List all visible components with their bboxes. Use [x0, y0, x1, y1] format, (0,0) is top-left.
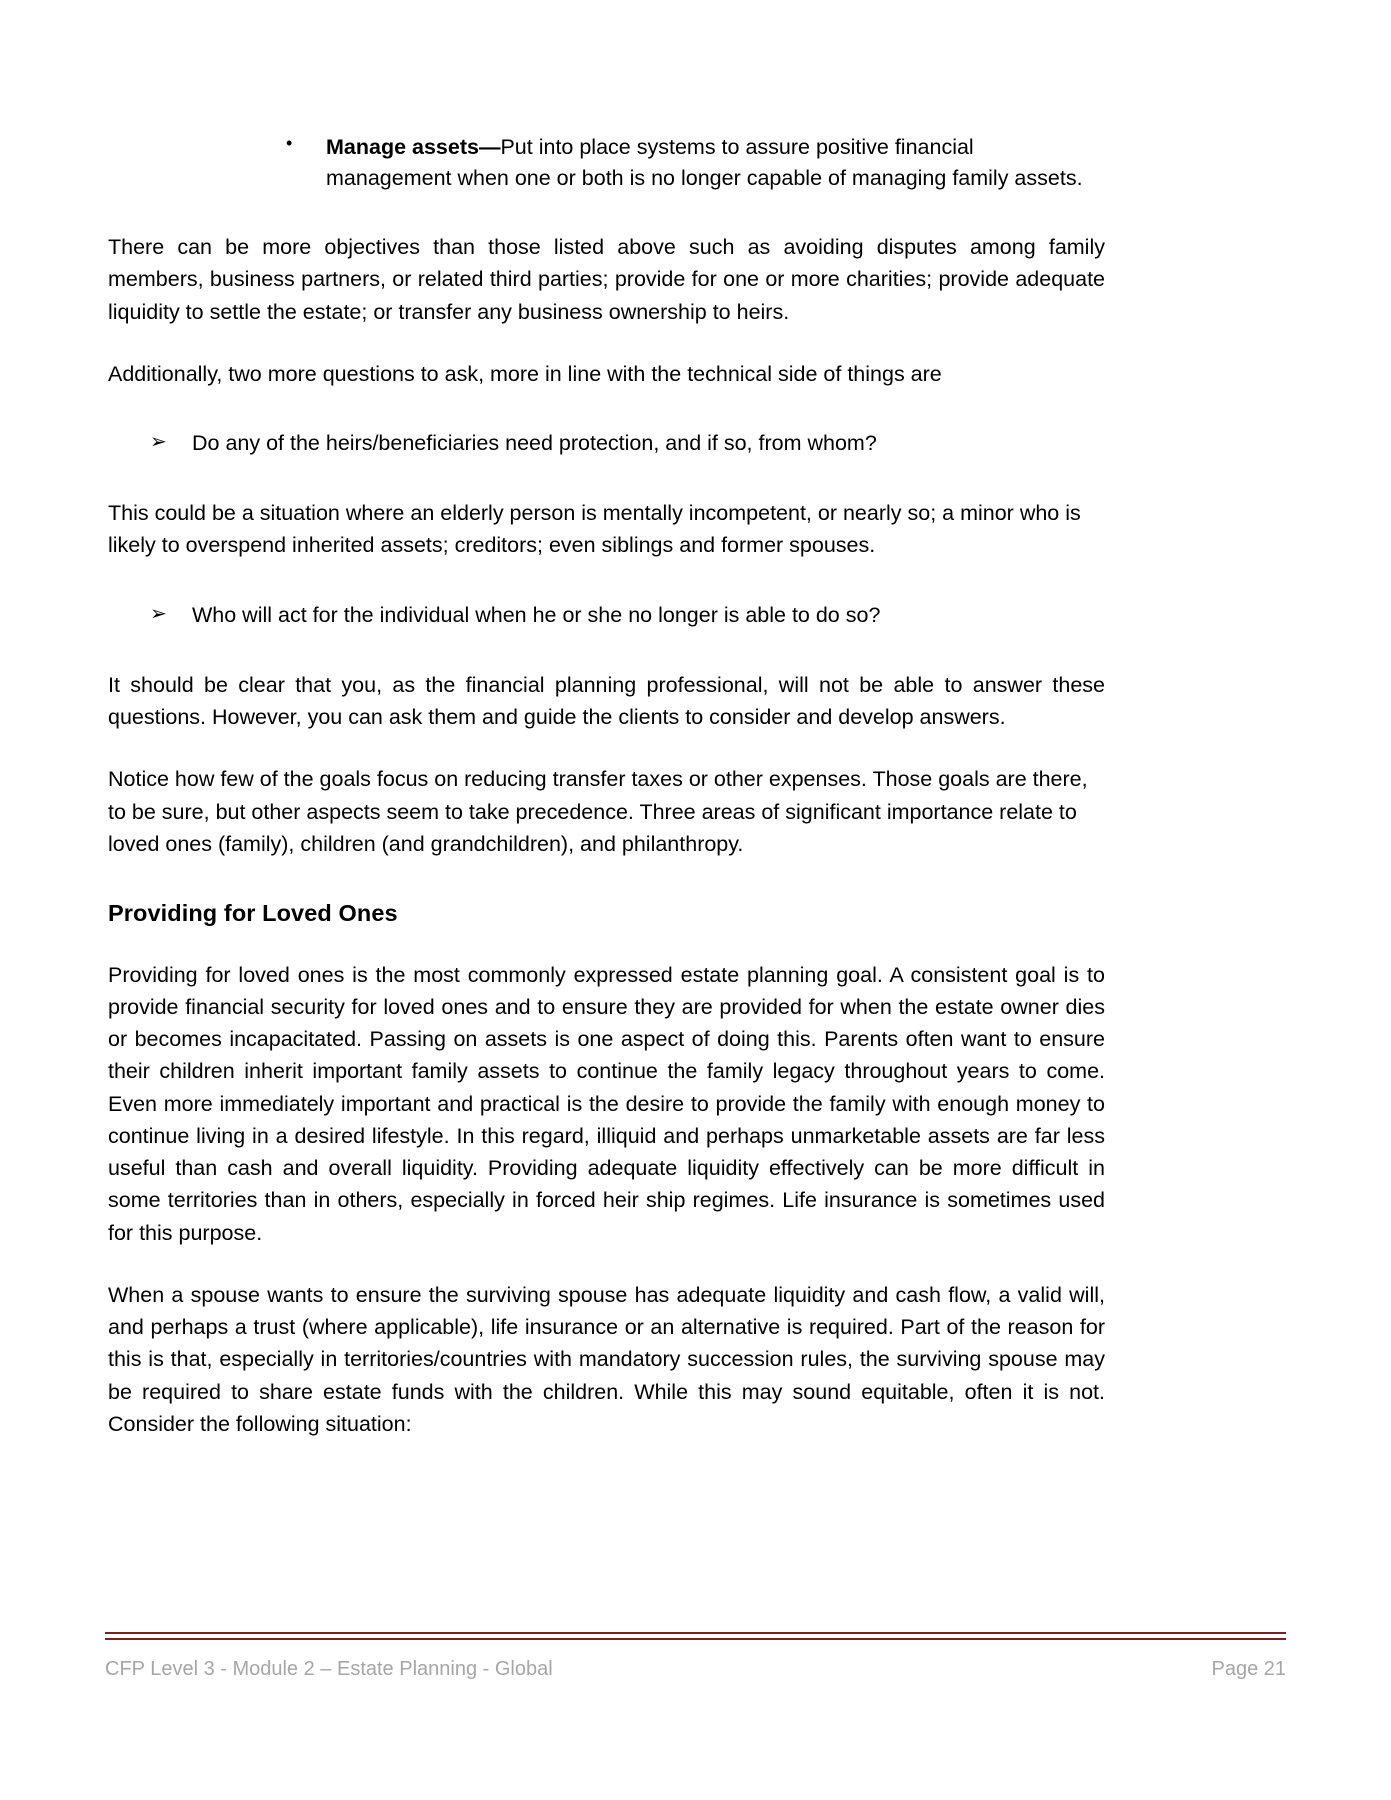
spacer — [108, 193, 1105, 231]
spacer — [108, 631, 1105, 669]
spacer — [108, 929, 1105, 959]
arrow-list-item-1 — [150, 428, 1105, 459]
spacer — [108, 733, 1105, 763]
bullet-dot-icon: • — [286, 133, 293, 153]
paragraph-goals-focus: Notice how few of the goals focus on reducing transfer taxes or other expenses. Those goals are there, to be sure, but other aspects seem to take precedence. Three areas of significant importance relate to loved ones (family), children (and grandchildren), and philanthropy. — [108, 767, 1088, 856]
arrow-list-item-2 — [150, 600, 1105, 631]
page-title: Providing for Loved Ones — [108, 900, 398, 927]
paragraph-protection-situation: This could be a situation where an elderly person is mentally incompetent, or nearly so; a minor who is likely to overspend inherited assets; creditors; even siblings and former spouses. — [108, 501, 1081, 558]
footer-row — [105, 1656, 1286, 1682]
paragraph-objectives: There can be more objectives than those listed above such as avoiding disputes among family members, business partners, or related third parties; provide for one or more charities; provide adequate liquidity to settle the estate; or transfer any business ownership to heirs. — [108, 235, 1105, 324]
spacer — [108, 390, 1105, 428]
paragraph-additional-questions: Additionally, two more questions to ask, more in line with the technical side of things are — [108, 361, 942, 386]
bullet-list — [108, 132, 1105, 193]
spacer — [108, 860, 1105, 898]
arrow-list-item-text: Do any of the heirs/beneficiaries need protection, and if so, from whom? — [192, 431, 877, 456]
list-item-lead: Manage assets— — [326, 135, 501, 159]
page-footer — [105, 1632, 1286, 1682]
paragraph-surviving-spouse: When a spouse wants to ensure the surviving spouse has adequate liquidity and cash flow, a valid will, and perhaps a trust (where applicable), life insurance or an alternative is required. Part of the reason for this is that, especially in territories/countries with mandatory succession rules, the surviving spouse may be required to share estate funds with the children. While this may sound equitable, often it is not. Consider the following situation: — [108, 1282, 1105, 1436]
arrow-bullet-icon: ➢ — [150, 431, 167, 454]
arrow-bullet-icon: ➢ — [150, 602, 167, 625]
footer-rule — [105, 1632, 1286, 1640]
paragraph-providing-loved-ones: Providing for loved ones is the most commonly expressed estate planning goal. A consistent goal is to provide financial security for loved ones and to ensure they are provided for when the estate owner dies or becomes incapacitated. Passing on assets is one aspect of doing this. Parents often want to ensure their children inherit important family assets to continue the family legacy throughout years to come. Even more immediately important and practical is the desire to provide the family with enough money to continue living in a desired lifestyle. In this regard, illiquid and perhaps unmarketable assets are far less useful than cash and overall liquidity. Providing adequate liquidity effectively can be more difficult in some territories than in others, especially in forced heir ship regimes. Life insurance is sometimes used for this purpose. — [108, 962, 1105, 1245]
spacer — [108, 1249, 1105, 1279]
spacer — [108, 459, 1105, 497]
footer-page-number: Page 21 — [1211, 1658, 1286, 1680]
paragraph-professional-role: It should be clear that you, as the financial planning professional, will not be able to answer these questions. However, you can ask them and guide the clients to consider and develop answers. — [108, 672, 1105, 730]
footer-module-label: CFP Level 3 - Module 2 – Estate Planning - Global — [105, 1658, 553, 1680]
list-item-text: Put into place systems to assure positive financial management when one or both is no longer capable of managing family assets. — [326, 135, 1083, 190]
spacer — [108, 328, 1105, 358]
page-content — [108, 132, 1105, 1440]
arrow-list-item-text: Who will act for the individual when he or she no longer is able to do so? — [192, 602, 881, 627]
spacer — [108, 562, 1105, 600]
list-item — [286, 132, 1105, 193]
